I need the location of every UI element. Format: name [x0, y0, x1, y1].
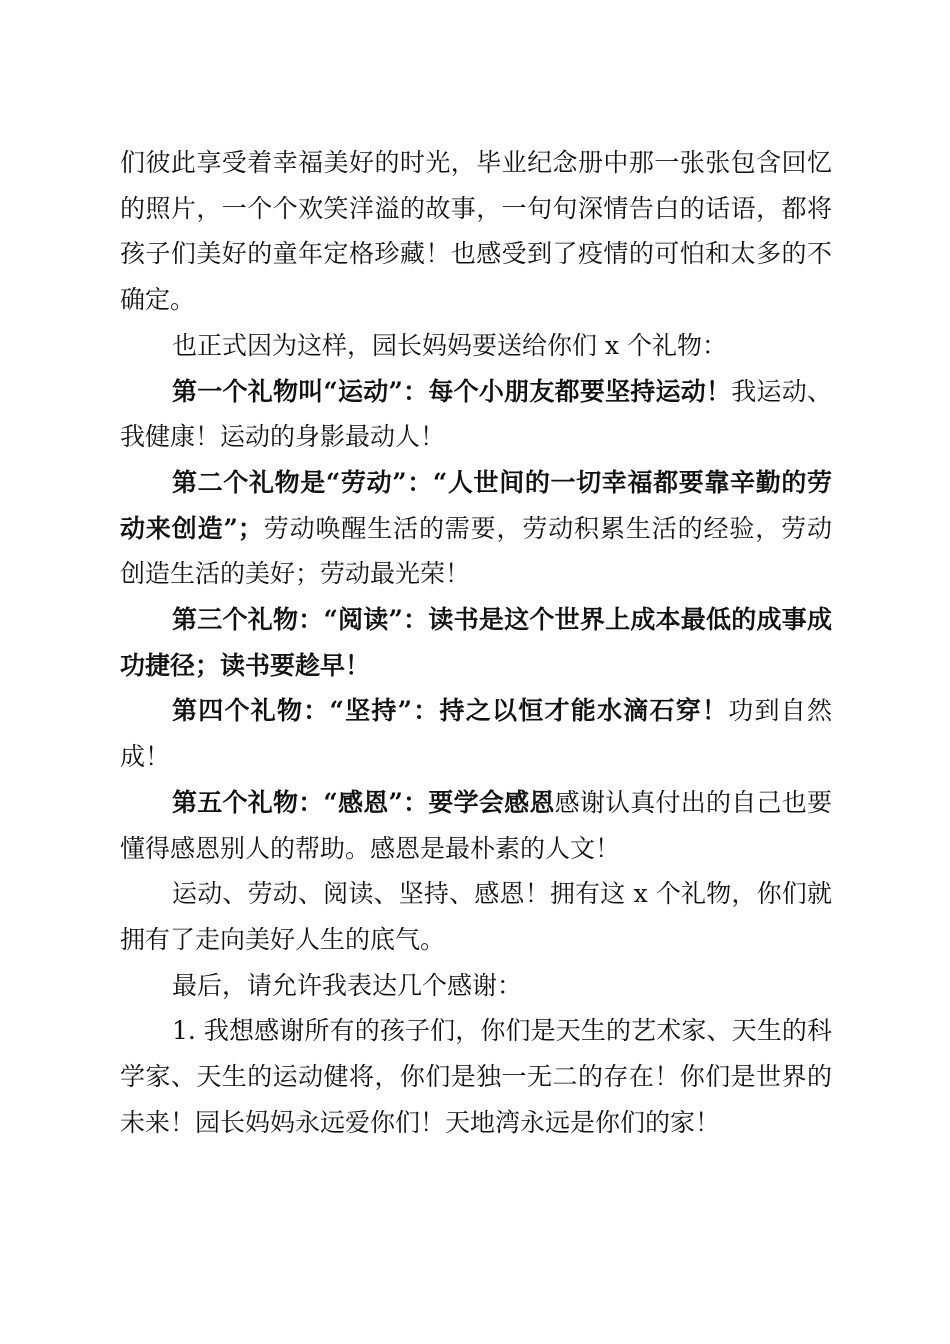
- paragraph-thanks-intro: [120, 963, 832, 1009]
- paragraph-bold-lead: 第五个礼物：“感恩”：要学会感恩: [172, 787, 555, 817]
- paragraph-text: 最后，请允许我表达几个感谢：: [172, 970, 523, 1000]
- paragraph-gifts-intro: [120, 323, 832, 369]
- paragraph-bold-lead: 第三个礼物：“阅读”：读书是这个世界上成本最低的成事成功捷径；读书要趁早！: [120, 605, 832, 680]
- paragraph-text: 也正式因为这样，园长妈妈要送给你们 x 个礼物：: [172, 330, 727, 360]
- paragraph-memories: [120, 140, 832, 323]
- paragraph-text: 感谢认真付出的自己也要懂得感恩别人的帮助。感恩是最朴素的人文！: [120, 787, 832, 863]
- paragraph-gift-reading: [120, 597, 832, 688]
- paragraph-text: 劳动唤醒生活的需要，劳动积累生活的经验，劳动创造生活的美好；劳动最光荣！: [120, 513, 832, 589]
- paragraph-bold-lead: 第四个礼物：“坚持”：持之以恒才能水滴石穿！: [172, 696, 729, 726]
- paragraph-text: 我运动、我健康！运动的身影最动人！: [120, 376, 832, 452]
- paragraph-bold-lead: 第一个礼物叫“运动”：每个小朋友都要坚持运动！: [172, 376, 732, 406]
- paragraph-bold-lead: 第二个礼物是“劳动”：“人世间的一切幸福都要靠辛勤的劳动来创造”；: [120, 467, 832, 543]
- document-body: [120, 140, 832, 1145]
- paragraph-gift-exercise: [120, 369, 832, 460]
- paragraph-text: 功到自然成！: [120, 696, 832, 772]
- paragraph-text: 运动、劳动、阅读、坚持、感恩！拥有这 x 个礼物，你们就拥有了走向美好人生的底气。: [120, 879, 832, 954]
- paragraph-gift-labor: [120, 460, 832, 597]
- paragraph-gift-persistence: [120, 688, 832, 779]
- paragraph-gift-gratitude: [120, 780, 832, 871]
- paragraph-text: 们彼此享受着幸福美好的时光，毕业纪念册中那一张张包含回忆的照片，一个个欢笑洋溢的故事，一句句深情告白的话语，都将孩子们美好的童年定格珍藏！也感受到了疫情的可怕和太多的不确定。: [120, 148, 832, 315]
- paragraph-thanks-children: [120, 1008, 832, 1145]
- paragraph-gifts-summary: [120, 871, 832, 962]
- paragraph-text: 1. 我想感谢所有的孩子们，你们是天生的艺术家、天生的科学家、天生的运动健将，你们是独一无二的存在！你们是世界的未来！园长妈妈永远爱你们！天地湾永远是你们的家！: [120, 1016, 832, 1137]
